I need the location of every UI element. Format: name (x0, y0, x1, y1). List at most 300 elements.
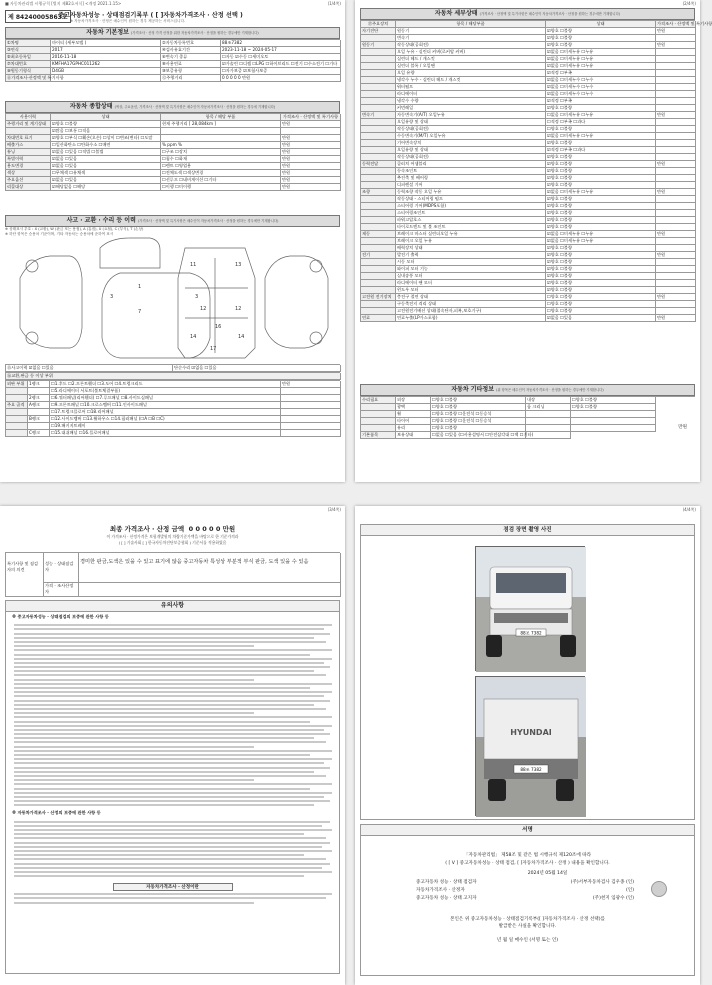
other-item-2: 내장 (526, 397, 571, 404)
device-group (361, 133, 396, 140)
page-1 (0, 0, 345, 482)
notice-text-line (14, 729, 324, 731)
status-check: ☑없음 ☐있음 ☐적법 ☐불법 (51, 149, 161, 156)
page-2 (355, 0, 712, 482)
status-price: 만원 (281, 177, 341, 184)
status-detail: ☐렌트 ☐영업용 (161, 163, 281, 170)
panel-parts: ☐1.후드 ☐2.프론트휀더 ☐3.도어 ☐4.트렁크리드 (50, 381, 281, 388)
signature-row (361, 894, 694, 902)
device-price (656, 196, 696, 203)
device-price: 만원 (656, 252, 696, 259)
panel-parts: ☐15.대쉬패널 ☐16.플로어패널 (50, 430, 281, 437)
other-state: ☐양호 ☐불량 ☐운전석 ☐동승석 (431, 411, 526, 418)
device-item: 와이퍼 모터 기능 (396, 266, 546, 273)
device-state: ☑양호 ☐불량 (546, 35, 656, 42)
device-item: 워터펌프 (396, 84, 546, 91)
panel-price (281, 395, 341, 402)
device-price (656, 182, 696, 189)
final-price-title (0, 524, 345, 533)
device-group: 고전원 전기장치 (361, 294, 396, 301)
page-number: (4/4쪽) (682, 507, 696, 512)
inspection-photo-rear (475, 676, 585, 816)
notice-text-line (14, 737, 314, 739)
other-state: ☐양호 ☐불량 (431, 397, 526, 404)
device-group (361, 98, 396, 105)
device-price: 만원 (656, 28, 696, 35)
notice-text-line (14, 875, 304, 877)
notice-text-line (14, 767, 330, 769)
device-state: ☑양호 ☐불량 (546, 161, 656, 168)
device-group (361, 35, 396, 42)
other-item: 외장 (396, 397, 431, 404)
svg-text:14: 14 (190, 334, 197, 340)
simple-repair: 단순수리 ☑없음 ☐있음 (173, 365, 341, 372)
device-item: 실린더 헤드 / 개스킷 (396, 56, 546, 63)
device-item: 기어변속장치 (396, 140, 546, 147)
device-group (361, 105, 396, 112)
device-price (656, 287, 696, 294)
status-item: 용도변경 (6, 163, 51, 170)
device-item: 충전구 절연 상태 (396, 294, 546, 301)
other-state: ☐없음 ☐있음 (☐사용설명서 ☐안전삼각대 ☐잭 ☐기타) (432, 432, 534, 437)
inspector-label: 성능 · 상태점검자 (44, 553, 79, 583)
basic-info-label: ⑪가격조사·산정액 및 특기사항 (7, 75, 64, 80)
signature-header: 서명 (361, 825, 694, 836)
device-item: 연료누출(LP가스포함) (396, 315, 546, 322)
basic-info-value: 마이티 (세부모델 ) (51, 40, 161, 47)
device-group (361, 210, 396, 217)
panel-price: 만원 (281, 381, 341, 388)
device-group: 연료 (361, 315, 396, 322)
device-item: 시동 모터 (396, 259, 546, 266)
status-detail: ☐전체도색 ☐색상변경 (161, 170, 281, 177)
other-group (361, 411, 396, 418)
device-state: ☑없음 ☐미세누유 ☐누유 (546, 231, 656, 238)
device-group (361, 217, 396, 224)
device-state: ☑양호 ☐불량 (546, 217, 656, 224)
basic-info-label: ⑦차대번호 (6, 61, 51, 68)
device-item: 타이로드엔드 및 볼 조인트 (396, 224, 546, 231)
page-number: (2/4쪽) (682, 1, 696, 6)
notice-text-line (14, 712, 254, 714)
other-item-2 (526, 418, 571, 425)
status-price: 만원 (281, 142, 341, 149)
device-item: 수동변속기(M/T) 오일누유 (396, 133, 546, 140)
notice-text-line (14, 800, 330, 802)
outer-panel-header (5, 372, 340, 380)
device-group: 조향 (361, 189, 396, 196)
device-price (656, 301, 696, 308)
status-price: 만원 (281, 149, 341, 156)
status-price: 만원 (281, 156, 341, 163)
form-reference: ■ 자동차관리법 시행규칙 [별지 제82호서식] <개정 2021.1.15> (5, 1, 122, 6)
notice-body-1 (6, 624, 339, 806)
signature-name: (인) (625, 888, 634, 893)
device-price (656, 224, 696, 231)
device-item: 파워고압호스 (396, 217, 546, 224)
device-group (361, 287, 396, 294)
car-top-view (102, 273, 210, 358)
car-left-side (20, 256, 82, 348)
device-item: 실린더 블록 / 오일팬 (396, 63, 546, 70)
other-info-table (360, 396, 695, 439)
device-group: 전기 (361, 252, 396, 259)
device-item: 냉각수 수량 (396, 98, 546, 105)
device-item: 윈도우 모터 (396, 287, 546, 294)
notice-text-line (14, 691, 332, 693)
device-group (361, 280, 396, 287)
panel-area (6, 409, 28, 416)
notice-text-line (14, 783, 332, 785)
device-state: ☑양호 ☐불량 (546, 28, 656, 35)
panel-area: 주요 골격 (6, 402, 28, 409)
svg-text:1: 1 (138, 284, 142, 290)
notice-text-line (14, 695, 324, 697)
buyer-confirm-2: 발급받은 사실을 확인합니다. (498, 924, 557, 929)
device-price (656, 273, 696, 280)
device-price (656, 98, 696, 105)
accident-note: (가격조사 · 산정액 및 특기사항은 매수인이 자동차가격조사 · 산정을 원하는 경우에만 기재합니다) (137, 219, 279, 223)
other-group (361, 404, 396, 411)
device-group (361, 56, 396, 63)
car-front-top (100, 238, 160, 268)
accident-summary (5, 364, 340, 372)
device-price (656, 140, 696, 147)
column-header: 상태 (546, 21, 656, 28)
notice-text-line (14, 821, 330, 823)
status-detail (161, 128, 281, 135)
photo-header: 점검 장면 촬영 사진 (361, 525, 694, 536)
device-item: 라디에이터 (396, 91, 546, 98)
device-item: 커먼레일 (396, 105, 546, 112)
notice-text-line (14, 829, 332, 831)
panel-area (6, 430, 28, 437)
device-state: ☐양호 ☐불량 (546, 308, 656, 315)
other-state-2: ☐양호 ☐불량 (571, 404, 656, 411)
notice-text-line (14, 897, 326, 899)
panel-area: 외판 부위 (6, 381, 28, 388)
notice-text-line (14, 687, 310, 689)
panel-parts: ☐6.쿼터패널(리어휀더) ☐7.루프패널 ☐8.사이드실패널 (50, 395, 281, 402)
device-item: 변속기 (396, 35, 546, 42)
notice-text-line (14, 804, 314, 806)
device-group (361, 308, 396, 315)
panel-rank (28, 423, 50, 430)
svg-text:12: 12 (235, 306, 242, 312)
panel-rank: C랭크 (28, 430, 50, 437)
status-check: ☐무채색 ☐유채색 (51, 170, 161, 177)
device-state: ☑없음 ☐미세누수 ☐누수 (546, 91, 656, 98)
panel-parts: ☐12.사이드멤버 ☐13.휠하우스 ☐14.필러패널 (☐A ☐B ☐C) (50, 416, 281, 423)
basic-info-table (5, 39, 340, 82)
device-state: ☐적정 ☐부족 ☐과다 (546, 119, 656, 126)
column-header: 가격조사 · 산정액 및 특기사항 (281, 114, 341, 121)
other-item-2: 룸 크리닝 (526, 404, 571, 411)
outer-panel-table (5, 380, 340, 437)
other-item: 광택 (396, 404, 431, 411)
device-price (656, 133, 696, 140)
device-item: 동력조향 작동 오일 누유 (396, 189, 546, 196)
status-detail: % ppm % (161, 142, 281, 149)
device-price (656, 210, 696, 217)
device-state: ☑양호 ☐불량 (546, 196, 656, 203)
basic-info-label: ③연식 (6, 47, 51, 54)
device-item: 스티어링조인트 (396, 210, 546, 217)
detail-status-table (360, 20, 712, 322)
device-price (656, 280, 696, 287)
device-group (361, 224, 396, 231)
notice-text-line (14, 733, 330, 735)
panel-area (6, 388, 28, 395)
device-price (656, 119, 696, 126)
device-group (361, 119, 396, 126)
panel-price (281, 388, 341, 395)
basic-info-label: ⑨원동기형식 (6, 68, 51, 75)
device-group (361, 203, 396, 210)
svg-text:12: 12 (200, 306, 207, 312)
device-group (361, 266, 396, 273)
device-item: 발전기 출력 (396, 252, 546, 259)
device-item: 브레이크 오일 누유 (396, 238, 546, 245)
notice-text-line (14, 893, 332, 895)
other-info-title: 자동차 기타정보 (451, 386, 494, 393)
device-item: 스티어링 기어(MDPS포함) (396, 203, 546, 210)
panel-rank: 2랭크 (28, 395, 50, 402)
status-price: 만원 (281, 163, 341, 170)
status-detail: ☐침수 ☐화재 (161, 156, 281, 163)
final-price-amount: 0 0 0 0 0 만원 (188, 525, 236, 533)
panel-price (281, 409, 341, 416)
inspection-guarantee-title: ※ 중고자동차성능 · 상태점검의 보증에 관한 사항 등 (12, 614, 109, 619)
notice-text-line (14, 842, 330, 844)
status-item: 주요옵션 (6, 177, 51, 184)
device-state: ☑없음 ☐있음 (546, 315, 656, 322)
page-number: (3/4쪽) (327, 507, 341, 512)
notice-text-line (14, 846, 322, 848)
device-state: ☑양호 ☐불량 (546, 287, 656, 294)
car-right-side (265, 256, 328, 348)
signature-role: 중고자동차 성능 · 상태 점검자 (416, 880, 477, 885)
notice-text-line (14, 762, 324, 764)
column-header: 항목 / 해당 부품 (161, 114, 281, 121)
device-item: 추진축 및 베어링 (396, 175, 546, 182)
device-group (361, 70, 396, 77)
device-item: 오일 누유 - 실린더 커버(로커암 커버) (396, 49, 546, 56)
signature-law-text: 「자동차관리법」 제58조 및 같은 법 시행규칙 제120조에 따라 (463, 853, 592, 858)
device-state: ☑적정 ☐부족 (546, 70, 656, 77)
column-header: 가격조사 · 산정액 및 특기사항 (657, 21, 712, 26)
notice-text-line (14, 750, 332, 752)
status-item: 튜닝 (6, 149, 51, 156)
other-state: ☐양호 ☐불량 (431, 425, 526, 432)
notice-text-line (14, 683, 332, 685)
device-state: ☑적정 ☐부족 (546, 98, 656, 105)
device-state: ☑없음 ☐미세누수 ☐누수 (546, 77, 656, 84)
device-state: ☑양호 ☐불량 (546, 224, 656, 231)
panel-price (281, 416, 341, 423)
status-check: ☐일산화탄소 ☐탄화수소 ☐매연 (51, 142, 161, 149)
notice-text-line (14, 754, 310, 756)
device-price (656, 217, 696, 224)
device-price: 만원 (656, 112, 696, 119)
status-item: 차대번호 표기 (6, 135, 51, 142)
basic-info-value: 2017 (51, 47, 161, 54)
notice-text-line (14, 654, 310, 656)
signature-rows (361, 878, 694, 902)
status-item (6, 128, 51, 135)
device-group: 제동 (361, 231, 396, 238)
other-state-2 (571, 411, 656, 418)
accident-diagram-note: ※ 하단 항목은 승용차 기준이며, 기타 자동차는 승용차에 준하여 표시 (5, 232, 114, 236)
device-state: ☑양호 ☐불량 (546, 280, 656, 287)
basic-info-value: 2023-11-18 ~ 2024-05-17 (221, 47, 341, 54)
device-state: ☑없음 ☐미세누유 ☐누유 (546, 49, 656, 56)
notice-text-line (14, 679, 254, 681)
notice-text-line (14, 902, 254, 904)
basic-info-label: ⑧사용연료 (161, 61, 221, 68)
device-price: 만원 (656, 189, 696, 196)
page-4 (355, 506, 700, 985)
notice-header: 유의사항 (6, 601, 339, 612)
device-state: ☑양호 ☐불량 (546, 266, 656, 273)
notice-text-line (14, 624, 332, 626)
other-info-note: (위 항목은 매수인이 자동차가격조사 · 산정을 원하는 경우에만 기재합니다) (496, 388, 604, 392)
device-item: 배력장치 상태 (396, 245, 546, 252)
device-group (361, 273, 396, 280)
device-price (656, 126, 696, 133)
device-item: 작동상태(공회전) (396, 42, 546, 49)
device-state: ☑없음 ☐미세누유 ☐누유 (546, 238, 656, 245)
status-detail: ☐구조 ☐장치 (161, 149, 281, 156)
panel-rank (28, 388, 50, 395)
final-price-note2: ( [ ] 기술사회 [ ] 한국자동차진단보증협회 ) 기준서를 적용하였음 (118, 540, 227, 545)
signature-row (361, 878, 694, 886)
panel-parts: ☐19.패키지트레이 (50, 423, 281, 430)
basic-info-title: 자동차 기본정보 (86, 29, 129, 36)
device-price (656, 91, 696, 98)
notice-text-line (14, 788, 310, 790)
device-item: 라디에이터 팬 모터 (396, 280, 546, 287)
device-price (656, 49, 696, 56)
other-price: 만원 (678, 425, 687, 430)
special-notes-table (5, 552, 340, 597)
device-price: 만원 (656, 42, 696, 49)
device-state: ☑양호 ☐불량 (546, 42, 656, 49)
overall-status-note: (색상, 주요옵션, 가격조사 · 산정액 및 특기사항은 매수인이 자동차가격조사 · 산정을 원하는 경우에 기재합니다) (114, 105, 276, 109)
svg-text:11: 11 (190, 262, 197, 268)
detail-status-header (360, 8, 695, 20)
column-header: 사용이력 (6, 114, 51, 121)
panel-price (281, 423, 341, 430)
status-price: 만원 (281, 121, 341, 128)
status-item: 리콜대상 (6, 184, 51, 191)
device-item: 등속조인트 (396, 168, 546, 175)
status-check: ☑양호 ☐부식 ☐훼손(오손) ☐상이 ☐변조(변타) ☐도말 (51, 135, 161, 142)
overall-status-header (5, 101, 340, 113)
notice-text-line (14, 775, 326, 777)
basic-info-value: 0 0 0 0 0 만원 (221, 75, 341, 82)
notice-body-3 (6, 893, 339, 903)
device-group (361, 126, 396, 133)
device-price (656, 147, 696, 154)
other-state: ☐양호 ☐불량 ☐운전석 ☐동승석 (431, 418, 526, 425)
device-price (656, 35, 696, 42)
device-state: ☑없음 ☐미세누유 ☐누유 (546, 56, 656, 63)
device-price (656, 77, 696, 84)
device-item: 작동상태(공회전) (396, 154, 546, 161)
notice-text-line (14, 716, 332, 718)
notice-text-line (14, 825, 322, 827)
status-check: ☑없음 ☐있음 (51, 163, 161, 170)
panel-price (281, 430, 341, 437)
device-group (361, 196, 396, 203)
device-item: 작동상태 - 스티어링 펌프 (396, 196, 546, 203)
final-price-label: 최종 가격조사 · 산정 금액 (109, 525, 185, 533)
notice-text-line (14, 700, 330, 702)
device-item: 디퍼렌셜 기어 (396, 182, 546, 189)
notice-text-line (14, 858, 326, 860)
notice-text-line (14, 871, 332, 873)
appraisal-definition-title: 자동차가격조사 · 산정이란 (113, 883, 233, 891)
basic-info-value (51, 75, 161, 82)
basic-info-value: 88조7382 (221, 40, 341, 47)
svg-text:17: 17 (210, 346, 217, 352)
other-item: 보유상태 (396, 432, 431, 439)
device-item: 작동상태(공회전) (396, 126, 546, 133)
notice-text-line (14, 837, 326, 839)
device-group (361, 63, 396, 70)
other-state-2 (571, 418, 656, 425)
status-price: 만원 (281, 170, 341, 177)
status-check: ☑양호 ☐불량 (51, 121, 161, 128)
device-group (361, 259, 396, 266)
device-state: ☑양호 ☐불량 (546, 203, 656, 210)
detail-status-title: 자동차 세부상태 (434, 10, 478, 17)
notice-text-line (14, 674, 326, 676)
other-state-2 (571, 425, 656, 432)
column-header: ⑰주요장치 (361, 21, 396, 28)
device-state: ☐양호 ☐불량 (546, 294, 656, 301)
basic-info-value: KMFHA17GPHC011262 (51, 61, 161, 68)
notice-text-line (14, 746, 254, 748)
device-group (361, 175, 396, 182)
panel-parts: ☐17.트렁크플로어 ☐18.리어패널 (50, 409, 281, 416)
device-group (361, 238, 396, 245)
notice-text-line (14, 863, 330, 865)
status-item: 특별이력 (6, 156, 51, 163)
notice-text-line (14, 725, 332, 727)
notice-text-line (14, 850, 332, 852)
basic-info-label: ①차명 (6, 40, 51, 47)
basic-info-header (5, 27, 340, 39)
device-group (361, 77, 396, 84)
device-group: 변속기 (361, 112, 396, 119)
appraisal-guarantee-title: ※ 자동차가격조사 · 산정의 보증에 관한 사항 등 (12, 810, 101, 816)
device-price (656, 56, 696, 63)
device-price (656, 203, 696, 210)
appraiser-label: 가격 · 조사산정자 (44, 583, 79, 597)
notice-text-line (14, 637, 314, 639)
svg-text:14: 14 (238, 334, 245, 340)
device-group (361, 91, 396, 98)
accident-history: ⑮사고이력 ☑없음 ☐있음 (6, 365, 173, 372)
device-item: 고전원전기배선 상태(접속단자,피복,보호기구) (396, 308, 546, 315)
device-state: ☑양호 ☐불량 (546, 175, 656, 182)
notice-text-line (14, 867, 322, 869)
notice-text-line (14, 779, 254, 781)
device-item: 오일유량 및 상태 (396, 147, 546, 154)
device-group (361, 49, 396, 56)
